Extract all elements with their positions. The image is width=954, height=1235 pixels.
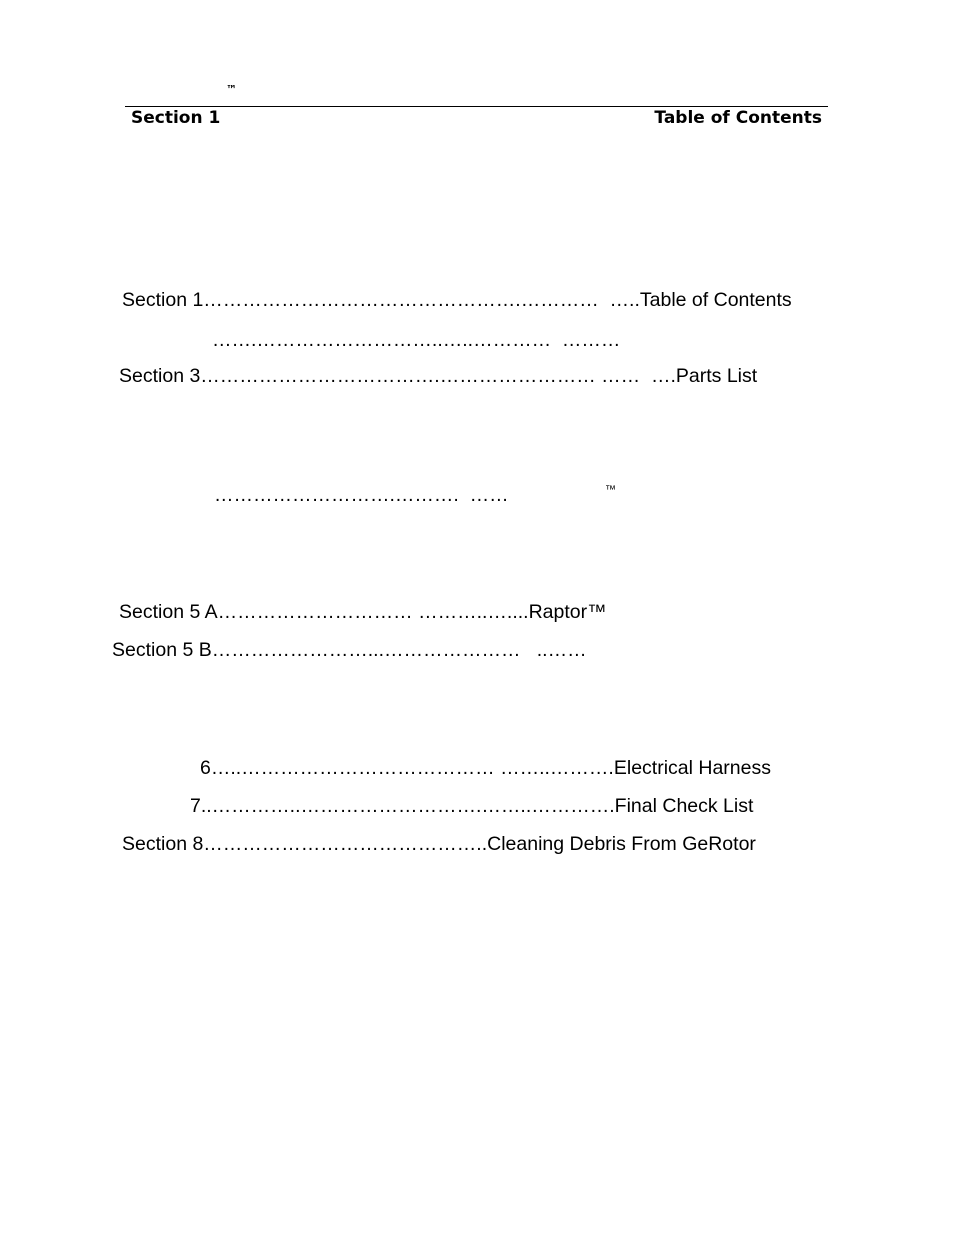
toc-entry-section-5a: Section 5 A………………………… ………..…....Raptor™ [119, 601, 607, 623]
toc-entry-section-6: 6…..………………………………… ……..……….Electrical Harness [200, 757, 771, 779]
toc-entry-section-8: Section 8……………………………………..Cleaning Debris From GeRotor [122, 833, 756, 855]
toc-entry-section-2: …….………………………..…..………… ……… [212, 329, 621, 351]
toc-trademark-mark: ™ [605, 484, 616, 496]
header-divider [125, 106, 828, 107]
toc-entry-section-5b: Section 5 B……………………...………………… ..…… [112, 639, 587, 661]
header-section-label: Section 1 [131, 108, 221, 128]
toc-entry-section-4: ……………………….………. …… [214, 484, 509, 506]
header-title: Table of Contents [654, 108, 822, 128]
toc-entry-section-7: 7..…………..……………………….……..………….Final Check List [190, 795, 754, 817]
header-trademark-mark: ™ [226, 83, 237, 96]
toc-entry-section-3: Section 3……………………………….…………………… …… ….Parts List [119, 365, 758, 387]
toc-entry-section-1: Section 1………………………………………….………… …..Table of Contents [122, 289, 792, 311]
